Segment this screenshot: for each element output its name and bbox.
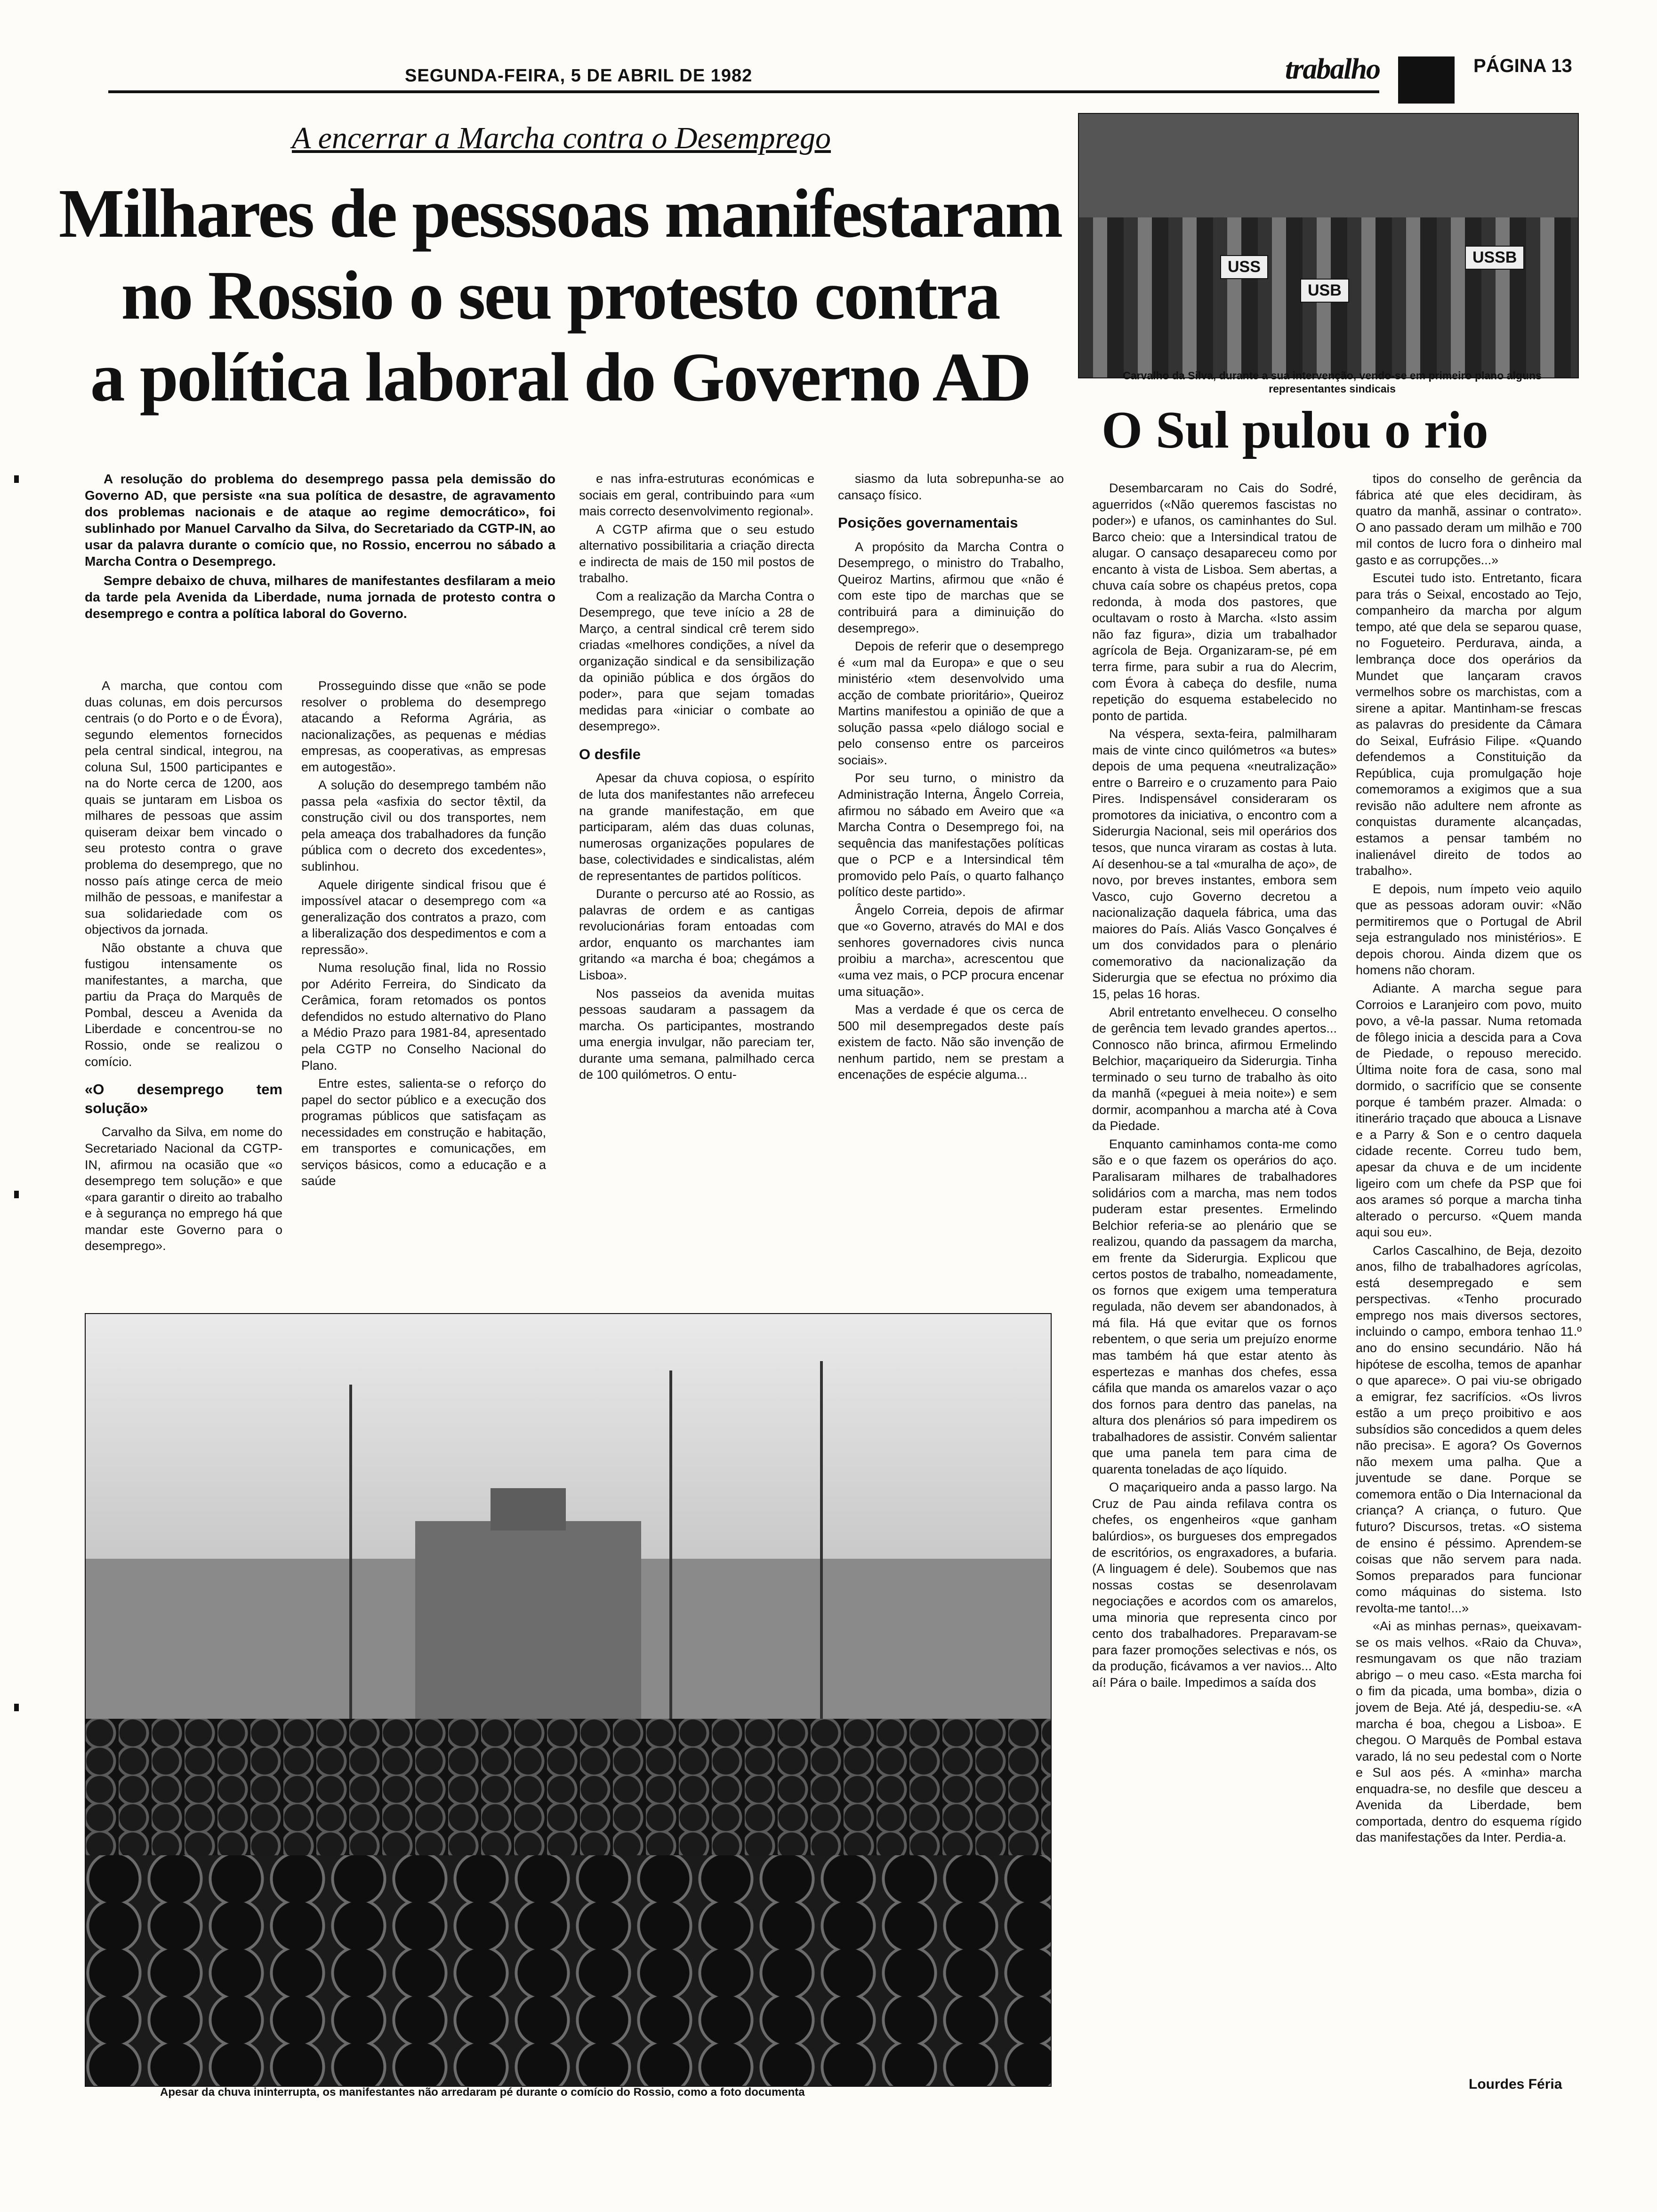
body-paragraph: Abril entretanto envelheceu. O conselho de gerência tem levado grandes apertos... Connosco não brinca, afirmou Ermelindo Belchior, maçariqueiro da Siderurgia. Tinha terminado o seu turno de trabalho às oito da manhã («peguei à meia noite») e sem dormir, acompanhou a marcha até à Cova da Piedade. <box>1092 1005 1337 1133</box>
sul-column-2 <box>1356 471 1582 1848</box>
body-paragraph: Durante o percurso até ao Rossio, as palavras de ordem e as cantigas revolucionárias foram entoadas com ardor, enquanto os marchantes iam gritando «a marcha é boa; chegámos a Lisboa». <box>579 887 814 982</box>
sul-column-1 <box>1092 480 1337 1692</box>
article-column-4 <box>838 471 1064 1085</box>
section-heading: Posições governamentais <box>838 514 1018 531</box>
author-signature: Lourdes Féria <box>1469 2076 1562 2092</box>
body-paragraph: tipos do conselho de gerência da fábrica até que eles decidiram, às quatro da manhã, assinar o contrato». O ano passado deram um milhão e 700 mil contos de lucro fora o dinheiro mal gasto e as corrupções...» <box>1356 472 1582 567</box>
margin-mark <box>14 1191 19 1198</box>
speaker-photo-caption: Carvalho da Silva, durante a sua intervenção, vendo-se em primeiro plano alguns representantes sindicais <box>1123 369 1542 395</box>
headline-line: a política laboral do Governo AD <box>90 339 1030 416</box>
article-column-2 <box>301 678 546 1191</box>
section-heading: «O desemprego tem solução» <box>85 1081 282 1116</box>
body-paragraph: Nos passeios da avenida muitas pessoas saudaram a passagem da marcha. Os participantes, mostrando uma energia invulgar, não pareciam ter, durante uma semana, palmilhado cerca de 100 quilómetros. O entu- <box>579 986 814 1082</box>
body-paragraph: Entre estes, salienta-se o reforço do papel do sector público e a execução dos programas públicos que satisfaçam as necessidades em construção e habitação, em transportes e comunicações, em serviços básicos, como a educação e a saúde <box>301 1076 546 1188</box>
photo-umbrella-crowd-foreground <box>86 1855 1051 2086</box>
main-headline <box>47 175 1073 425</box>
section-heading: O desfile <box>579 745 641 762</box>
photo-theatre-building <box>415 1521 641 1719</box>
body-paragraph: E depois, num ímpeto veio aquilo que as pessoas adoram ouvir: «Não permitiremos que o Portugal de Abril seja estrangulado nos ministérios». E depois chorou. Ainda dizem que os homens não choram. <box>1356 882 1582 978</box>
body-paragraph: Por seu turno, o ministro da Administração Interna, Ângelo Correia, afirmou no sábado em Aveiro que «a Marcha Contra o Desemprego foi, na sequência das manifestações políticas que o PCP e a Intersindical têm promovido pelo País, o quarto falhanço político deste partido». <box>838 771 1064 899</box>
article-column-1 <box>85 678 282 1256</box>
secondary-headline: O Sul pulou o rio <box>1102 401 1488 459</box>
body-paragraph: A solução do desemprego também não passa pela «asfixia do sector têxtil, da construção civil ou dos transportes, nem pela ameaça dos trabalhadores da função pública com o decreto dos excedentes», sublinhou. <box>301 778 546 874</box>
body-paragraph: Na véspera, sexta-feira, palmilharam mais de vinte cinco quilómetros «a butes» depois de uma pequena «neutralização» entre o Barreiro e o cruzamento para Paio Pires. Indispensável consideraram os promotores da iniciativa, o encontro com a Siderurgia Nacional, seis mil operários dos tesos, que nunca viraram as costas à luta. Aí desenhou-se a tal «muralha de aço», de novo, por breves instantes, embora sem Vasco, cujo Governo decretou a nacionalização daquela fábrica, uma das maiores do País. Aliás Vasco Gonçalves é um dos convidados para o plenário comemorativo da nacionalização da Siderurgia que se efectua no próximo dia 15, pelas 16 horas. <box>1092 727 1337 1001</box>
body-paragraph: A CGTP afirma que o seu estudo alternativo possibilitaria a criação directa e indirecta de mais de 150 mil postos de trabalho. <box>579 522 814 585</box>
lead-paragraph: A resolução do problema do desemprego passa pela demissão do Governo AD, que persiste «na sua política de desastre, de agravamento dos problemas nacionais e de ataque ao regime democrático», foi sublinhado por Manuel Carvalho da Silva, do Secretariado da CGTP-IN, ao usar da palavra durante o comício que, no Rossio, encerrou no sábado a Marcha Contra o Desemprego. <box>85 472 555 569</box>
newspaper-logo: trabalho <box>1285 53 1380 85</box>
body-paragraph: Escutei tudo isto. Entretanto, ficara para trás o Seixal, encostado ao Tejo, companheiro da marcha por algum tempo, até que dela se separou quase, no Fogueteiro. Perdurava, ainda, a lembrança doce dos operários da Mundet que lançaram cravos vermelhos sobre os marchistas, com a sirene a apitar. Mantinham-se frescas as palavras do presidente da Câmara do Seixal, Eufrásio Filipe. «Quando defendemos a Constituição da República, cuja promulgação hoje comemoramos a exigimos que a sua revisão não adultere nem afronte as conquistas duramente alcançadas, estamos a pensar também no inalienável direito de todos ao trabalho». <box>1356 571 1582 878</box>
photo-lamppost <box>820 1361 823 1728</box>
crowd-photo-caption: Apesar da chuva ininterrupta, os manifestantes não arredaram pé durante o comício do Rossio, como a foto documenta <box>160 2086 805 2099</box>
body-paragraph: Apesar da chuva copiosa, o espírito de luta dos manifestantes não arrefeceu na grande manifestação, em que participaram, além das duas colunas, numerosas organizações populares de base, colectividades e sindicalistas, além de representantes de partidos políticos. <box>579 771 814 883</box>
body-paragraph: «Ai as minhas pernas», queixavam-se os mais velhos. «Raio da Chuva», resmungavam os que não traziam abrigo – o meu caso. «Esta marcha foi o fim da picada, uma bomba», dizia o jovem de Beja. Até já, despediu-se. «A marcha é boa, chegou a Lisboa». E chegou. O Marquês de Pombal estava varado, lá no seu pedestal com o Norte e Sul aos pés. A «minha» marcha enquadra-se, no desfile que desceu a Avenida da Liberdade, bem comportada, dentro do esquema rígido das manifestações da Inter. Perdia-a. <box>1356 1619 1582 1845</box>
photo-lamppost <box>669 1370 672 1728</box>
rossio-crowd-photo <box>85 1313 1052 2087</box>
headline-line: no Rossio o seu protesto contra <box>121 257 999 334</box>
body-paragraph: Não obstante a chuva que fustigou intensamente os manifestantes, a marcha, que partiu da Praça do Marquês de Pombal, desceu a Avenida da Liberdade e concentrou-se no Rossio, onde se realizou o comício. <box>85 940 282 1069</box>
photo-background <box>1079 114 1578 217</box>
margin-mark <box>14 475 19 483</box>
body-paragraph: Com a realização da Marcha Contra o Desemprego, que teve início a 28 de Março, a central sindical crê terem sido criadas «melhores condições, a nível da organização sindical e da sensibilização da opinião pública e dos órgãos do poder», para que sejam tomadas medidas para «iniciar o combate ao desemprego». <box>579 589 814 734</box>
body-paragraph: Depois de referir que o desemprego é «um mal da Europa» e que o seu ministério «tem desenvolvido uma acção de combate prioritário», Queiroz Martins manifestou a opinião de que a solução passa «pelo diálogo social e pelo consenso entre os parceiros sociais». <box>838 639 1064 767</box>
body-paragraph: Desembarcaram no Cais do Sodré, aguerridos («Não queremos fascistas no poder») e ufanos, os caminhantes do Sul. Barco cheio: que a Intersindical tratou de alugar. O cansaço desapareceu como por encanto à vista de Lisboa. Sem abertas, a chuva caía sobre os chapéus pretos, copa redonda, à moda dos pastores, que ocultavam o rosto à Marcha. «Isto assim não faz figura», dizia um trabalhador agrícola de Beja. Organizaram-se, pé em terra firme, para subir a rua do Alecrim, com Évora à cabeça do desfile, numa repetição do esquema estabelecido no ponto de partida. <box>1092 481 1337 723</box>
article-lead <box>85 471 555 625</box>
body-paragraph: Mas a verdade é que os cerca de 500 mil desempregados deste país existem de facto. Não são invenção de nenhum partido, nem se prestam a encenações de espécie alguma... <box>838 1002 1064 1082</box>
photo-lamppost <box>349 1385 352 1733</box>
body-paragraph: e nas infra-estruturas económicas e sociais em geral, contribuindo para «um mais correcto desenvolvimento regional». <box>579 472 814 519</box>
page-number: PÁGINA 13 <box>1473 56 1572 76</box>
margin-mark <box>14 1704 19 1711</box>
body-paragraph: Ângelo Correia, depois de afirmar que «o Governo, através do MAI e dos senhores governadores civis nunca proibiu a marcha», acrescentou que «uma vez mais, o PCP procura encenar uma situação». <box>838 903 1064 999</box>
header-rule <box>108 90 1379 93</box>
photo-pediment <box>491 1488 566 1531</box>
body-paragraph: Aquele dirigente sindical frisou que é impossível atacar o desemprego com «a generalização dos contratos a prazo, com a liberalização dos despedimentos e com a repressão». <box>301 877 546 957</box>
photo-banner: USS <box>1220 255 1268 279</box>
headline-line: Milhares de pesssoas manifestaram <box>58 175 1062 252</box>
lead-paragraph: Sempre debaixo de chuva, milhares de manifestantes desfilaram a meio da tarde pela Avenida da Liberdade, numa jornada de protesto contra o desemprego e contra a política laboral do Governo. <box>85 573 555 621</box>
body-paragraph: Prosseguindo disse que «não se pode resolver o problema do desemprego atacando a Reforma Agrária, as nacionalizações, as pequenas e médias empresas, as cooperativas, as empresas em autogestão». <box>301 679 546 774</box>
photo-banner: USSB <box>1465 246 1524 270</box>
body-paragraph: A propósito da Marcha Contra o Desemprego, o ministro do Trabalho, Queiroz Martins, afirmou que «não é com este tipo de marchas que se contribuirá para a diminuição do desemprego». <box>838 539 1064 635</box>
body-paragraph: A marcha, que contou com duas colunas, em dois percursos centrais (o do Porto e o de Évora), segundo elementos fornecidos pela central sindical, integrou, na coluna Sul, 1500 participantes e na do Norte cerca de 1200, aos quais se juntaram em Lisboa os milhares de pessoas que assim quiseram deixar bem vincado o seu protesto contra o grave problema do desemprego, que no nosso país atinge cerca de meio milhão de pessoas, e manifestar a sua solidariedade com os objectivos da jornada. <box>85 679 282 937</box>
body-paragraph: Adiante. A marcha segue para Corroios e Laranjeiro com povo, muito povo, a vê-la passar. Numa retomada de fôlego inicia a descida para a Cova de Piedade, o repouso merecido. Última noite fora de casa, sono mal dormido, o sacrifício que se consente porque é também prazer. Almada: o itinerário traçado que abouca a Lisnave e a Parry & Son e o centro daquela cidade recente. Correu tudo bem, apesar da chuva e de um incidente ligeiro com um chefe da PSP que foi aos arames só porque a marcha tinha alterado o percurso. «Quem manda aqui sou eu». <box>1356 981 1582 1240</box>
body-paragraph: O maçariqueiro anda a passo largo. Na Cruz de Pau ainda refilava contra os chefes, os engenheiros «que ganham balúrdios», os burgueses dos empregados de escritórios, os engraxadores, a bufaria. (A linguagem é dele). Soubemos que nas nossas costas se desenrolavam negociações e acordos com os amarelos, uma minoria que representa cinco por cento dos trabalhadores. Preparavam-se para fazer promoções selectivas e nós, os da produção, ficávamos a ver navios... Alto aí! Pára o baile. Impedimos a saída dos <box>1092 1480 1337 1690</box>
photo-banner: USB <box>1300 279 1349 303</box>
header-date: SEGUNDA-FEIRA, 5 DE ABRIL DE 1982 <box>405 66 753 86</box>
speaker-photo <box>1078 113 1579 378</box>
body-paragraph: Numa resolução final, lida no Rossio por Adérito Ferreira, do Sindicato da Cerâmica, foram retomados os pontos defendidos no estudo alternativo do Plano a Médio Prazo para 1981-84, apresentado pela CGTP no Conselho Nacional do Plano. <box>301 961 546 1073</box>
body-paragraph: Enquanto caminhamos conta-me como são e o que fazem os operários do aço. Paralisaram milhares de trabalhadores solidários com a marcha, mas nem todos puderam estar presentes. Ermelindo Belchior referia-se ao plenário que se realizou, quando da passagem da marcha, em frente da Siderurgia. Explicou que certos postos de trabalho, nomeadamente, os fornos que exigem uma temperatura regulada, não devem ser abandonados, à má fila. Há que evitar que os fornos rebentem, o que seria um prejuízo enorme mas também há que estar atento às espertezas e manhas dos chefes, essa cáfila que manda os amarelos vazar o aço dos fornos para dentro das panelas, na altura dos plenários só para impedirem os trabalhadores de assistir. Convém salientar que uma panela tem para cima de quarenta toneladas de aço líquido. <box>1092 1137 1337 1476</box>
body-paragraph: Carvalho da Silva, em nome do Secretariado Nacional da CGTP-IN, afirmou na ocasião que «o desemprego tem solução» e que «para garantir o direito ao trabalho e à segurança no emprego há que mandar este Governo para o desemprego». <box>85 1125 282 1253</box>
body-paragraph: Carlos Cascalhino, de Beja, dezoito anos, filho de trabalhadores agrícolas, está desempregado e sem perspectivas. «Tenho procurado emprego nos mais diversos sectores, incluindo o campo, embora tenhao 11.º ano do ensino secundário. Não há hipótese de escolha, temos de apanhar o que aparece». O pai viu-se obrigado a emigrar, fez sacrifícios. «Os livros estão a um preço proibitivo e aos subsídios são concedidos a quem deles não precisa». E agora? Os Governos não mexem uma palha. Que a juventude se dane. Porque se comemora então o Dia Internacional da criança? A criança, o futuro. Que futuro? Discursos, tretas. «O sistema de ensino é péssimo. Aprendem-se coisas que não servem para nada. Somos preparados para funcionar como máquinas do sistema. Isto revolta-me tanto!...» <box>1356 1243 1582 1615</box>
article-column-3 <box>579 471 814 1085</box>
body-paragraph: siasmo da luta sobrepunha-se ao cansaço físico. <box>838 472 1064 502</box>
logo-emblem <box>1398 56 1455 104</box>
article-kicker: A encerrar a Marcha contra o Desemprego <box>292 121 831 155</box>
